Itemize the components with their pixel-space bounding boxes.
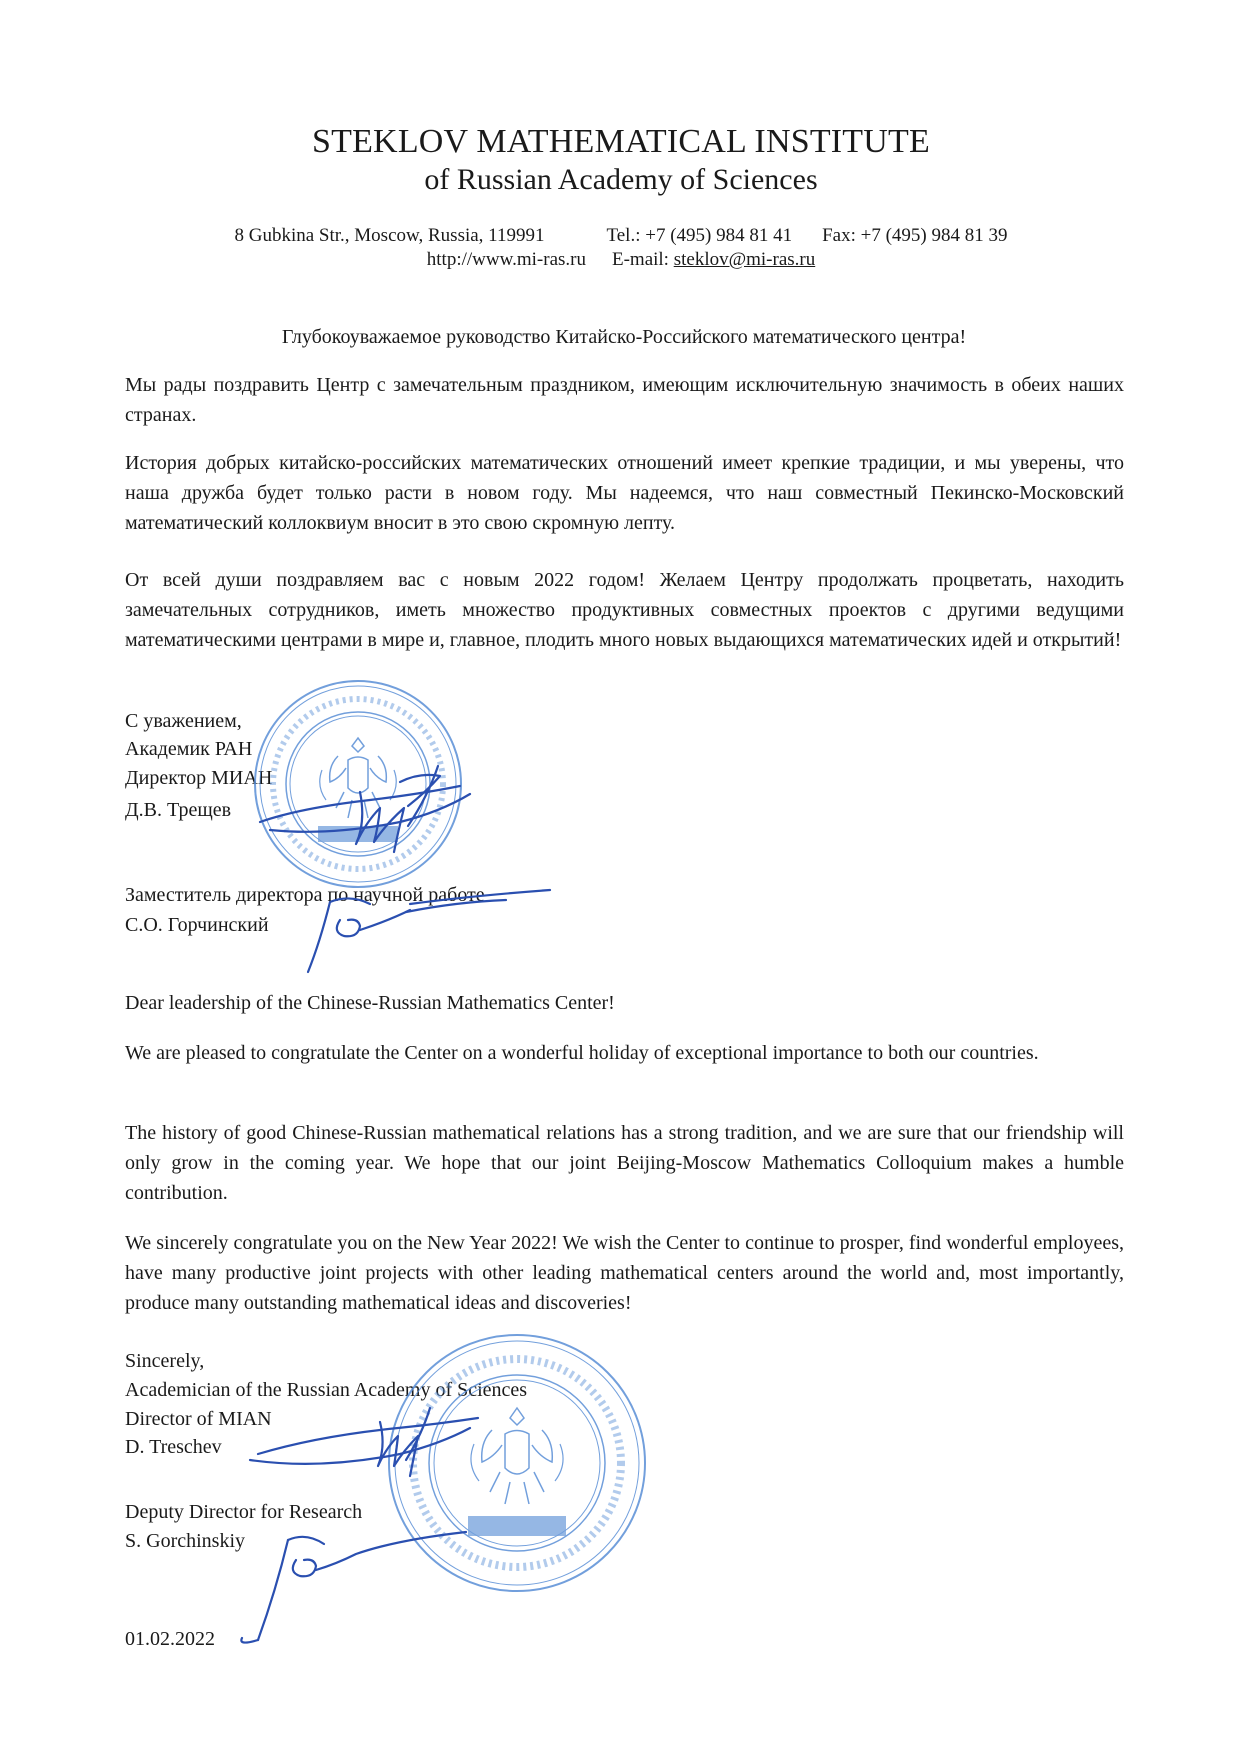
institute-name: STEKLOV MATHEMATICAL INSTITUTE	[312, 123, 930, 160]
russian-paragraph-3: От всей души поздравляем вас с новым 2022 годом! Желаем Центру продолжать процветать, находить замечательных сотрудников, иметь множество продуктивных совместных проектов с другими ведущими математическими центрами в мире и, главное, плодить много новых выдающихся математических идей и открытий!	[125, 569, 1124, 651]
russian-paragraph-2: История добрых китайско-российских математических отношений имеет крепкие традиции, и мы уверены, что наша дружба будет только расти в новом году. Мы надеемся, что наш совместный Пекинско-Московский математический коллоквиум вносит в это свою скромную лепту.	[125, 452, 1124, 534]
signature-treschev-en	[240, 1392, 500, 1492]
letter-date: 01.02.2022	[125, 1628, 215, 1650]
contact-line-web	[0, 248, 1242, 272]
english-signer2-title: Deputy Director for Research	[125, 1501, 363, 1523]
email-label: E-mail:	[611, 249, 669, 270]
russian-signer1-title1: Академик РАН	[125, 738, 253, 760]
signature-gorchinsky-en	[234, 1520, 474, 1650]
address: 8 Gubkina Str., Moscow, Russia, 119991	[234, 225, 545, 246]
telephone: Tel.: +7 (495) 984 81 41	[606, 225, 793, 246]
russian-signer2-name: С.О. Горчинский	[125, 914, 269, 936]
russian-salutation: Глубокоуважаемое руководство Китайско-Российского математического центра!	[281, 326, 967, 348]
russian-closing: С уважением,	[125, 710, 242, 732]
russian-signer2-title: Заместитель директора по научной работе	[125, 884, 485, 906]
russian-paragraph-1: Мы рады поздравить Центр с замечательным праздником, имеющим исключительную значимость в обеих наших странах.	[125, 374, 1124, 426]
institute-subtitle: of Russian Academy of Sciences	[424, 163, 818, 196]
fax: Fax: +7 (495) 984 81 39	[822, 225, 1008, 246]
signature-treschev-ru	[250, 752, 490, 862]
russian-signer1-name: Д.В. Трещев	[125, 799, 232, 821]
english-signer1-title1: Academician of the Russian Academy of Sciences	[125, 1379, 528, 1401]
english-salutation: Dear leadership of the Chinese-Russian Mathematics Center!	[125, 992, 615, 1014]
contact-line-address	[0, 224, 1242, 248]
english-signer2-name: S. Gorchinskiy	[125, 1530, 245, 1552]
english-paragraph-1: We are pleased to congratulate the Center on a wonderful holiday of exceptional importance to both our countries.	[125, 1042, 1039, 1064]
english-paragraph-3: We sincerely congratulate you on the New Year 2022! We wish the Center to continue to prosper, find wonderful employees, have many productive joint projects with other leading mathematical centers around the world and, most importantly, produce many outstanding mathematical ideas and discoveries!	[125, 1232, 1124, 1314]
english-signer1-title2: Director of MIAN	[125, 1408, 272, 1430]
signature-gorchinsky-ru	[300, 872, 560, 982]
english-closing: Sincerely,	[125, 1350, 205, 1372]
english-signer1-name: D. Treschev	[125, 1436, 222, 1458]
russian-signer1-title2: Директор МИАН	[125, 767, 273, 789]
email-link[interactable]: steklov@mi-ras.ru	[673, 249, 816, 270]
english-paragraph-2: The history of good Chinese-Russian mathematical relations has a strong tradition, and we are sure that our friendship will only grow in the coming year. We hope that our joint Beijing-Moscow Mathematics Colloquium makes a humble contribution.	[125, 1122, 1124, 1204]
website: http://www.mi-ras.ru	[426, 249, 586, 270]
